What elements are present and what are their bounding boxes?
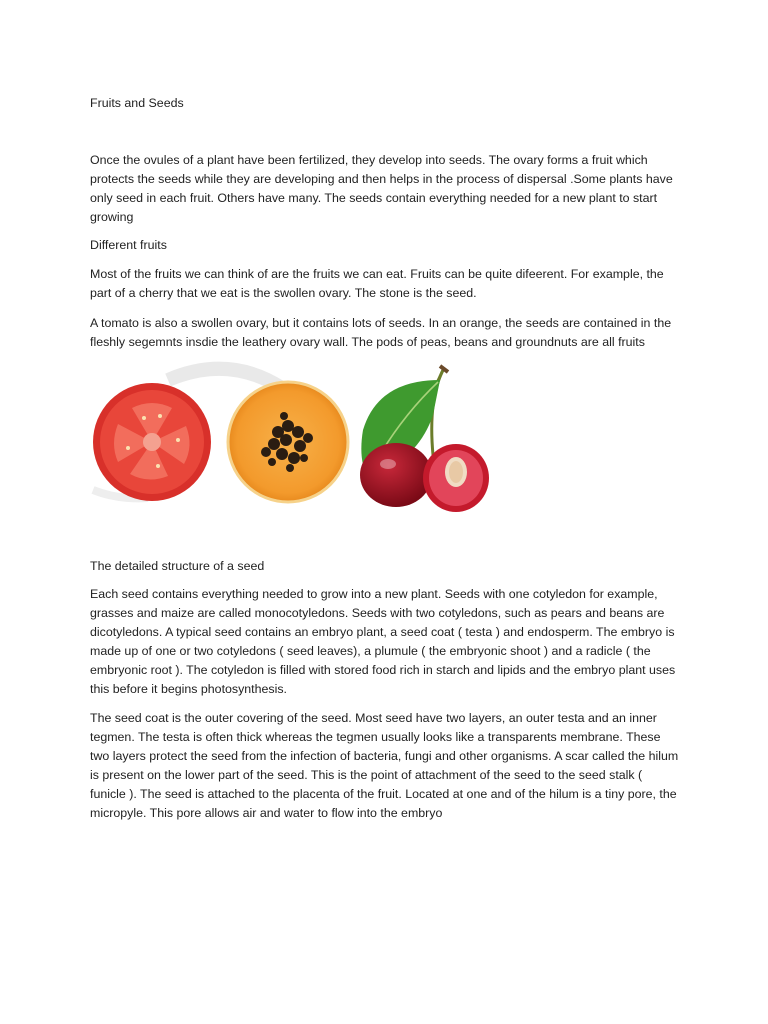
section-heading-different-fruits: Different fruits xyxy=(90,238,167,252)
section-heading-seed-structure: The detailed structure of a seed xyxy=(90,559,265,573)
papaya-slice-icon xyxy=(228,382,348,502)
tomato-slice-icon xyxy=(93,383,211,501)
cherry-icon xyxy=(360,366,489,512)
document-title: Fruits and Seeds xyxy=(90,96,184,110)
seed-structure-paragraph-1: Each seed contains everything needed to grow into a new plant. Seeds with one cotyledon for example, grasses and maize are called monocotyledons. Seeds with two cotyledons, such as pears and beans are dicotyledons. A typical seed contains an embryo plant, a seed coat ( testa ) and endosperm. The embryo is made up of one or two cotyledons ( seed leaves), a plumule ( the embryonic shoot ) and a radicle ( the embryonic root ). The cotyledon is filled with stored food rich in starch and lipids and the embryo plant uses this before it begins photosynthesis. xyxy=(90,587,676,696)
different-fruits-paragraph-2: A tomato is also a swollen ovary, but it contains lots of seeds. In an orange, the seeds are contained in the fleshly segemnts insdie the leathery ovary wall. The pods of peas, beans and groundnuts are all fruits xyxy=(90,316,672,349)
fruits-image xyxy=(88,360,498,520)
intro-paragraph: Once the ovules of a plant have been fertilized, they develop into seeds. The ovary forms a fruit which protects the seeds while they are developing and then helps in the process of dispersal .Some plants have only seed in each fruit. Others have many. The seeds contain everything needed for a new plant to start growing xyxy=(90,153,673,224)
fruits-illustration xyxy=(88,360,498,520)
seed-structure-paragraph-2: The seed coat is the outer covering of the seed. Most seed have two layers, an outer testa and an inner tegmen. The testa is often thick whereas the tegmen usually looks like a transparents membrane. These two layers protect the seed from the infection of bacteria, fungi and other organisms. A scar called the hilum is present on the lower part of the seed. This is the point of attachment of the seed to the seed stalk ( funicle ). The seed is attached to the placenta of the fruit. Located at one and of the hilum is a tiny pore, the micropyle. This pore allows air and water to flow into the embryo xyxy=(90,711,679,820)
different-fruits-paragraph-1: Most of the fruits we can think of are the fruits we can eat. Fruits can be quite difeerent. For example, the part of a cherry that we eat is the swollen ovary. The stone is the seed. xyxy=(90,267,664,300)
